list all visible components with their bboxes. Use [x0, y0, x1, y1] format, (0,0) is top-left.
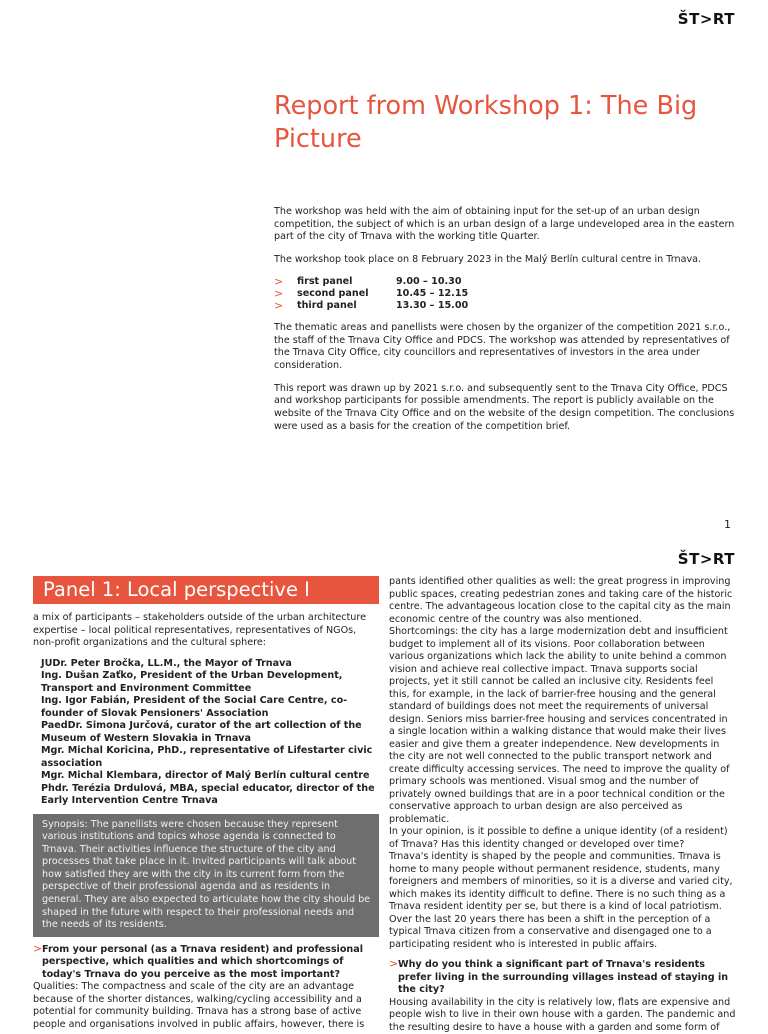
- panel-time: 10.45 – 12.15: [396, 288, 468, 300]
- synopsis-box: Synopsis: The panellists were chosen because they represent various institutions and topics whose agenda is connected to Trnava. Their activities influence the structure of the city and processes that take place in it. Invited participants will talk about how satisfied they are with the city in its current form from the perspective of their professional agenda and as residents in general. They are also expected to articulate how the city should be shaped in the future with respect to their professional needs and the needs of its residents.: [33, 814, 379, 937]
- question-text: From your personal (as a Trnava resident) and professional perspective, which qualities and which shortcomings of today's Trnava do you perceive as the most important?: [42, 944, 363, 980]
- panel-name: first panel: [297, 276, 352, 288]
- participant: Mgr. Michal Klembara, director of Malý Berlín cultural centre: [41, 770, 379, 783]
- page-title: Report from Workshop 1: The Big Picture: [274, 90, 744, 156]
- panel-intro: a mix of participants – stakeholders outside of the urban architecture expertise – local political representatives, representatives of NGOs, non-profit organizations and the cultural sphere:: [33, 612, 379, 650]
- arrow-icon: >: [274, 276, 283, 288]
- start-logo: ŠT>RT: [678, 550, 735, 568]
- participant-list: [41, 658, 379, 808]
- arrow-icon: >: [274, 300, 283, 312]
- question-2: [389, 959, 736, 997]
- arrow-icon: >: [33, 943, 42, 956]
- question-1: [33, 944, 379, 982]
- left-column: [33, 576, 379, 1031]
- right-column: [389, 576, 736, 1034]
- panel-schedule: [274, 276, 736, 312]
- panel-time: 9.00 – 10.30: [396, 276, 462, 288]
- participant: Phdr. Terézia Drdulová, MBA, special educator, director of the Early Intervention Centre Trnava: [41, 783, 379, 808]
- arrow-icon: >: [274, 288, 283, 300]
- panel-heading: Panel 1: Local perspective I: [33, 576, 379, 604]
- schedule-item: [274, 288, 736, 300]
- participant: PaedDr. Simona Jurčová, curator of the art collection of the Museum of Western Slovakia in Trnava: [41, 720, 379, 745]
- question-text: Why do you think a significant part of Trnava's residents prefer living in the surrounding villages instead of staying in the city?: [398, 959, 728, 995]
- answer-qualities-continued: pants identified other qualities as well: the great progress in improving public spaces, creating pedestrian zones and taking care of the historic centre. The advantageous location close to the capital city as the main economic centre of the country was also mentioned.: [389, 576, 736, 626]
- participant: Ing. Dušan Zaťko, President of the Urban Development, Transport and Environment Committee: [41, 670, 379, 695]
- schedule-item: [274, 276, 736, 288]
- schedule-item: [274, 300, 736, 312]
- start-logo: ŠT>RT: [678, 10, 735, 28]
- answer-housing: Housing availability in the city is relatively low, flats are expensive and people wish to live in their own house with a garden. The pandemic and the resulting desire to have a house with a garden and some form of: [389, 997, 736, 1034]
- participant: Ing. Igor Fabián, President of the Social Care Centre, co-founder of Slovak Pensioners' Association: [41, 695, 379, 720]
- panel-name: third panel: [297, 300, 357, 312]
- panellists-paragraph: The thematic areas and panellists were chosen by the organizer of the competition 2021 s.r.o., the staff of the Trnava City Office and PDCS. The workshop was attended by representatives of the Trnava City Office, city councillors and representatives of investors in the area under consideration.: [274, 322, 736, 373]
- page-number: 1: [724, 518, 731, 531]
- answer-qualities: Qualities: The compactness and scale of the city are an advantage because of the shorter distances, walking/cycling accessibility and a potential for community building. Trnava has a strong base of active people and organisations involved in public affairs, however, there is: [33, 981, 379, 1031]
- participant: JUDr. Peter Bročka, LL.M., the Mayor of Trnava: [41, 658, 379, 671]
- identity-question: In your opinion, is it possible to define a unique identity (of a resident) of Trnava? Has this identity changed or developed over time?: [389, 826, 736, 851]
- report-page-2: [0, 545, 768, 1024]
- date-paragraph: The workshop took place on 8 February 2023 in the Malý Berlín cultural centre in Trnava.: [274, 254, 736, 267]
- identity-answer: Trnava's identity is shaped by the people and communities. Trnava is home to many people without permanent residence, students, many foreigners and members of minorities, so it is a diverse and varied city, which makes its identity difficult to define. There is no such thing as a Trnava resident identity per se, but there is a kind of local patriotism. Over the last 20 years there has been a shift in the perception of a typical Trnava citizen from a conservative and disengaged one to a participating resident who is interested in public affairs.: [389, 851, 736, 951]
- participant: Mgr. Michal Koricina, PhD., representative of Lifestarter civic association: [41, 745, 379, 770]
- intro-paragraph: The workshop was held with the aim of obtaining input for the set-up of an urban design competition, the subject of which is an urban design of a large undeveloped area in the eastern part of the city of Trnava with the working title Quarter.: [274, 206, 736, 244]
- arrow-icon: >: [389, 958, 398, 971]
- answer-shortcomings: Shortcomings: the city has a large modernization debt and insufficient budget to implement all of its visions. Poor collaboration between various organizations which lack the ability to unite behind a common vision and achieve real collective impact. Trnava supports social projects, yet it still cannot be called an inclusive city. Residents feel this, for example, in the lack of barrier-free housing and the general standard of buildings does not meet the requirements of universal design. Seniors miss barrier-free housing and services concentrated in a single location within a walking distance that would make their lives easier and give them a greater independence. New developments in the city are not well connected to the public transport network and create difficulty accessing services. The need to improve the quality of primary schools was mentioned. Visual smog and the number of privately owned buildings that are in a poor technical condition or the conservative approach to urban design are also perceived as problematic.: [389, 626, 736, 826]
- workshop-intro: [274, 206, 736, 443]
- report-paragraph: This report was drawn up by 2021 s.r.o. and subsequently sent to the Trnava City Office, PDCS and workshop participants for possible amendments. The report is publicly available on the website of the Trnava City Office and on the website of the design competition. The conclusions were used as a basis for the creation of the competition brief.: [274, 383, 736, 434]
- panel-name: second panel: [297, 288, 369, 300]
- panel-time: 13.30 – 15.00: [396, 300, 468, 312]
